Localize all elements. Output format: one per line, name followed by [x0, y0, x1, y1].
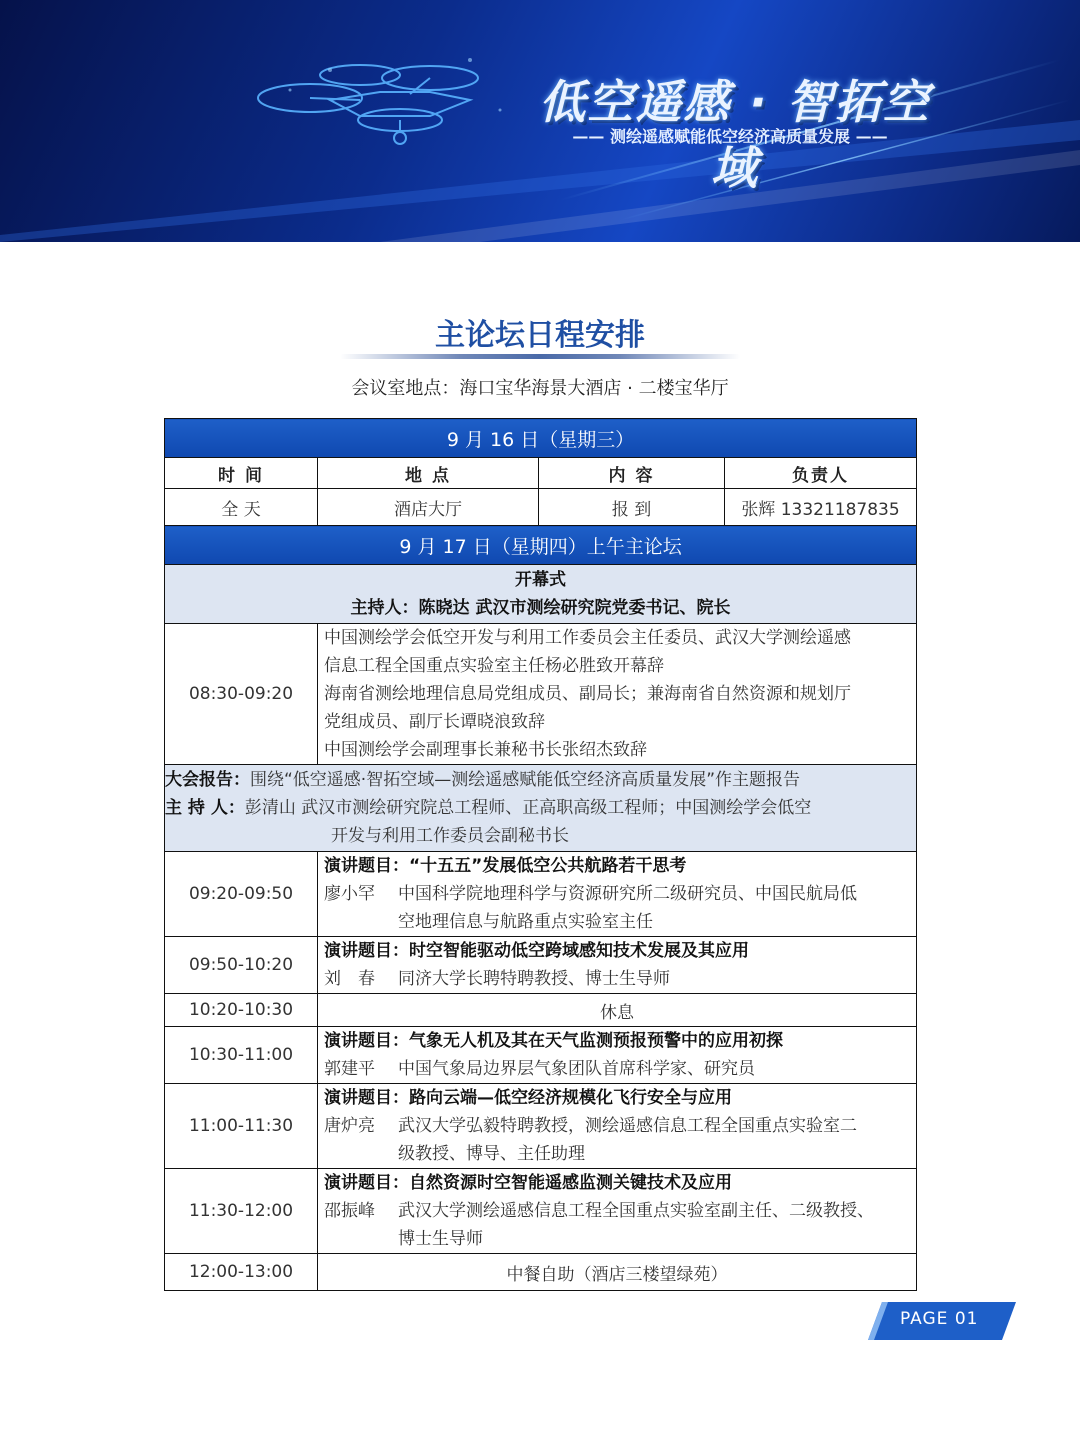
talk-content — [318, 937, 917, 994]
speaker-desc: 博士生导师 — [398, 1229, 483, 1249]
speaker-desc: 空地理信息与航路重点实验室主任 — [398, 912, 653, 932]
time-cell: 08:30-09:20 — [165, 624, 318, 765]
talk-content — [318, 1027, 917, 1084]
opening-content — [318, 624, 917, 765]
table-row — [165, 624, 917, 765]
title-underline — [340, 354, 740, 359]
opening-section — [165, 565, 917, 624]
host-text: 彭清山 武汉市测绘研究院总工程师、正高职高级工程师；中国测绘学会低空 — [244, 798, 812, 818]
table-row — [165, 1169, 917, 1254]
page-number: PAGE 01 — [900, 1309, 979, 1329]
speaker-desc: 中国气象局边界层气象团队首席科学家、研究员 — [398, 1059, 755, 1079]
time-cell: 11:30-12:00 — [165, 1169, 318, 1254]
banner-title: 低空遥感 · 智拓空域 — [539, 75, 931, 195]
day-header-row — [165, 526, 917, 565]
speaker-name: 郭建平 — [324, 1059, 375, 1079]
talk-title: 演讲题目：时空智能驱动低空跨域感知技术发展及其应用 — [324, 941, 749, 961]
break-cell: 休息 — [318, 994, 917, 1027]
opening-host: 主持人：陈晓达 武汉市测绘研究院党委书记、院长 — [350, 598, 731, 618]
place-cell: 酒店大厅 — [318, 489, 539, 526]
opening-title: 开幕式 — [515, 570, 566, 590]
page-title: 主论坛日程安排 — [435, 318, 645, 353]
speaker-name: 邵振峰 — [324, 1201, 375, 1221]
time-cell: 10:30-11:00 — [165, 1027, 318, 1084]
column-header: 地 点 — [318, 458, 539, 489]
header-banner — [0, 0, 1080, 242]
table-row — [165, 489, 917, 526]
host-label: 主 持 人： — [165, 798, 245, 818]
venue-text: 会议室地点：海口宝华海景大酒店 · 二楼宝华厅 — [351, 378, 729, 399]
opening-section-row — [165, 565, 917, 624]
banner-subtitle: —— 测绘遥感赋能低空经济高质量发展 —— — [572, 127, 888, 146]
table-row — [165, 937, 917, 994]
content-cell: 报 到 — [539, 489, 725, 526]
column-header: 负责人 — [725, 458, 917, 489]
table-row — [165, 994, 917, 1027]
table-row — [165, 1254, 917, 1291]
opening-line: 海南省测绘地理信息局党组成员、副局长；兼海南省自然资源和规划厅 — [324, 684, 851, 704]
report-text: 围绕“低空遥感·智拓空域—测绘遥感赋能低空经济高质量发展”作主题报告 — [250, 770, 801, 790]
table-row — [165, 1027, 917, 1084]
speaker-desc: 武汉大学测绘遥感信息工程全国重点实验室副主任、二级教授、 — [398, 1201, 874, 1221]
talk-content — [318, 852, 917, 937]
speaker-desc: 武汉大学弘毅特聘教授，测绘遥感信息工程全国重点实验室二 — [398, 1116, 857, 1136]
time-cell: 全 天 — [165, 489, 318, 526]
speaker-name: 刘 春 — [324, 969, 375, 989]
talk-title: 演讲题目：路向云端—低空经济规模化飞行安全与应用 — [324, 1088, 732, 1108]
table-row — [165, 1084, 917, 1169]
time-cell: 09:50-10:20 — [165, 937, 318, 994]
opening-line: 信息工程全国重点实验室主任杨必胜致开幕辞 — [324, 656, 664, 676]
opening-line: 中国测绘学会副理事长兼秘书长张绍杰致辞 — [324, 740, 647, 760]
page-number-badge — [868, 1302, 1016, 1340]
talk-content — [318, 1169, 917, 1254]
talk-title: 演讲题目：“十五五”发展低空公共航路若干思考 — [324, 856, 687, 876]
column-header: 时 间 — [165, 458, 318, 489]
speaker-name: 廖小罕 — [324, 884, 375, 904]
column-header: 内 容 — [539, 458, 725, 489]
owner-cell: 张辉 13321187835 — [725, 489, 917, 526]
table-row — [165, 852, 917, 937]
talk-title: 演讲题目：气象无人机及其在天气监测预报预警中的应用初探 — [324, 1031, 783, 1051]
speaker-desc: 中国科学院地理科学与资源研究所二级研究员、中国民航局低 — [398, 884, 857, 904]
opening-line: 中国测绘学会低空开发与利用工作委员会主任委员、武汉大学测绘遥感 — [324, 628, 851, 648]
time-cell: 10:20-10:30 — [165, 994, 318, 1027]
time-cell: 11:00-11:30 — [165, 1084, 318, 1169]
report-section — [165, 765, 917, 852]
day-header-row — [165, 419, 917, 458]
host-text-cont: 开发与利用工作委员会副秘书长 — [331, 826, 569, 846]
column-header-row — [165, 458, 917, 489]
schedule-table — [164, 418, 917, 1291]
report-section-row — [165, 765, 917, 852]
time-cell: 09:20-09:50 — [165, 852, 318, 937]
talk-title: 演讲题目：自然资源时空智能遥感监测关键技术及应用 — [324, 1173, 732, 1193]
speaker-desc: 同济大学长聘特聘教授、博士生导师 — [398, 969, 670, 989]
lunch-cell: 中餐自助（酒店三楼望绿苑） — [318, 1254, 917, 1291]
speaker-desc: 级教授、博导、主任助理 — [398, 1144, 585, 1164]
time-cell: 12:00-13:00 — [165, 1254, 318, 1291]
day-header: 9 月 16 日（星期三） — [165, 419, 917, 458]
talk-content — [318, 1084, 917, 1169]
report-label: 大会报告： — [165, 770, 250, 790]
opening-line: 党组成员、副厅长谭晓浪致辞 — [324, 712, 545, 732]
day-header: 9 月 17 日（星期四）上午主论坛 — [165, 526, 917, 565]
speaker-name: 唐炉亮 — [324, 1116, 375, 1136]
